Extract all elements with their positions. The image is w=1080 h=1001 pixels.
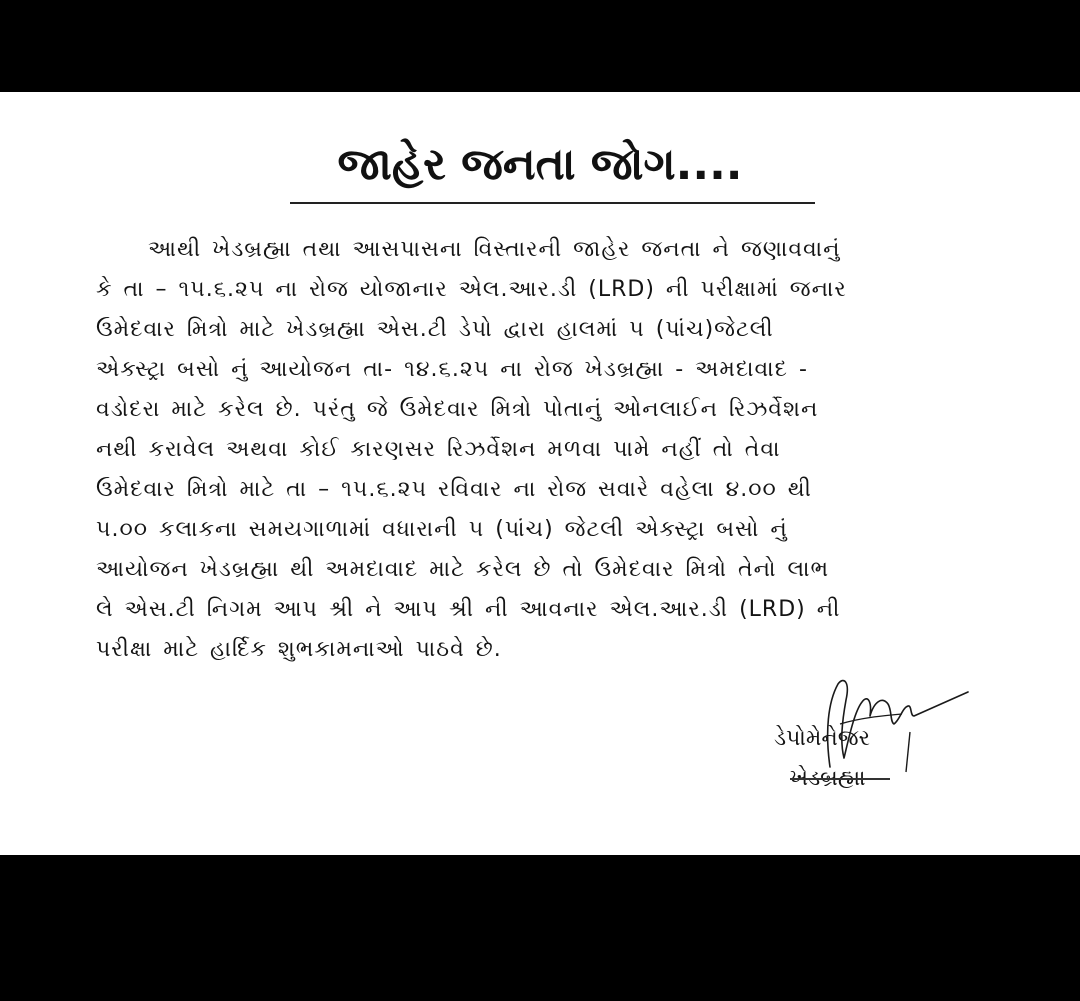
body-line: આથી ખેડબ્રહ્મા તથા આસપાસના વિસ્તારની જાહેર જનતા ને જણાવવાનું [148,237,841,262]
body-line: ઉમેદવાર મિત્રો માટે તા – ૧૫.૬.૨૫ રવિવાર ના રોજ સવારે વહેલા ૪.૦૦ થી [96,477,812,502]
signatory-title: ડેપોમેનેજર [774,726,870,751]
body-line: નથી કરાવેલ અથવા કોઈ કારણસર રિઝર્વેશન મળવા પામે નહીં તો તેવા [96,437,781,462]
body-line: આયોજન ખેડબ્રહ્મા થી અમદાવાદ માટે કરેલ છે તો ઉમેદવાર મિત્રો તેનો લાભ [96,557,830,582]
body-line: એક્સ્ટ્રા બસો નું આયોજન તા- ૧૪.૬.૨૫ ના રોજ ખેડબ્રહ્મા - અમદાવાદ - [96,357,808,382]
notice-paper [0,92,1080,855]
notice-title: જાહેર જનતા જોગ.... [337,139,743,190]
title-underline [290,202,815,204]
top-black-border [0,0,1080,92]
body-line: પરીક્ષા માટે હાર્દિક શુભકામનાઓ પાઠવે છે. [96,637,502,662]
body-line: વડોદરા માટે કરેલ છે. પરંતુ જે ઉમેદવાર મિત્રો પોતાનું ઓનલાઈન રિઝર્વેશન [96,397,819,422]
notice-body [96,230,996,670]
signatory-place: ખેડબ્રહ્મા [790,766,866,791]
body-line: ૫.૦૦ કલાકના સમયગાળામાં વધારાની ૫ (પાંચ) જેટલી એક્સ્ટ્રા બસો નું [96,517,788,542]
body-line: કે તા – ૧૫.૬.૨૫ ના રોજ યોજાનાર એલ.આર.ડી (LRD) ની પરીક્ષામાં જનાર [96,277,847,302]
body-line: લે એસ.ટી નિગમ આપ શ્રી ને આપ શ્રી ની આવનાર એલ.આર.ડી (LRD) ની [96,597,841,622]
place-strike-line [790,778,890,780]
bottom-black-border [0,855,1080,1001]
body-line: ઉમેદવાર મિત્રો માટે ખેડબ્રહ્મા એસ.ટી ડેપો દ્વારા હાલમાં ૫ (પાંચ)જેટલી [96,317,774,342]
